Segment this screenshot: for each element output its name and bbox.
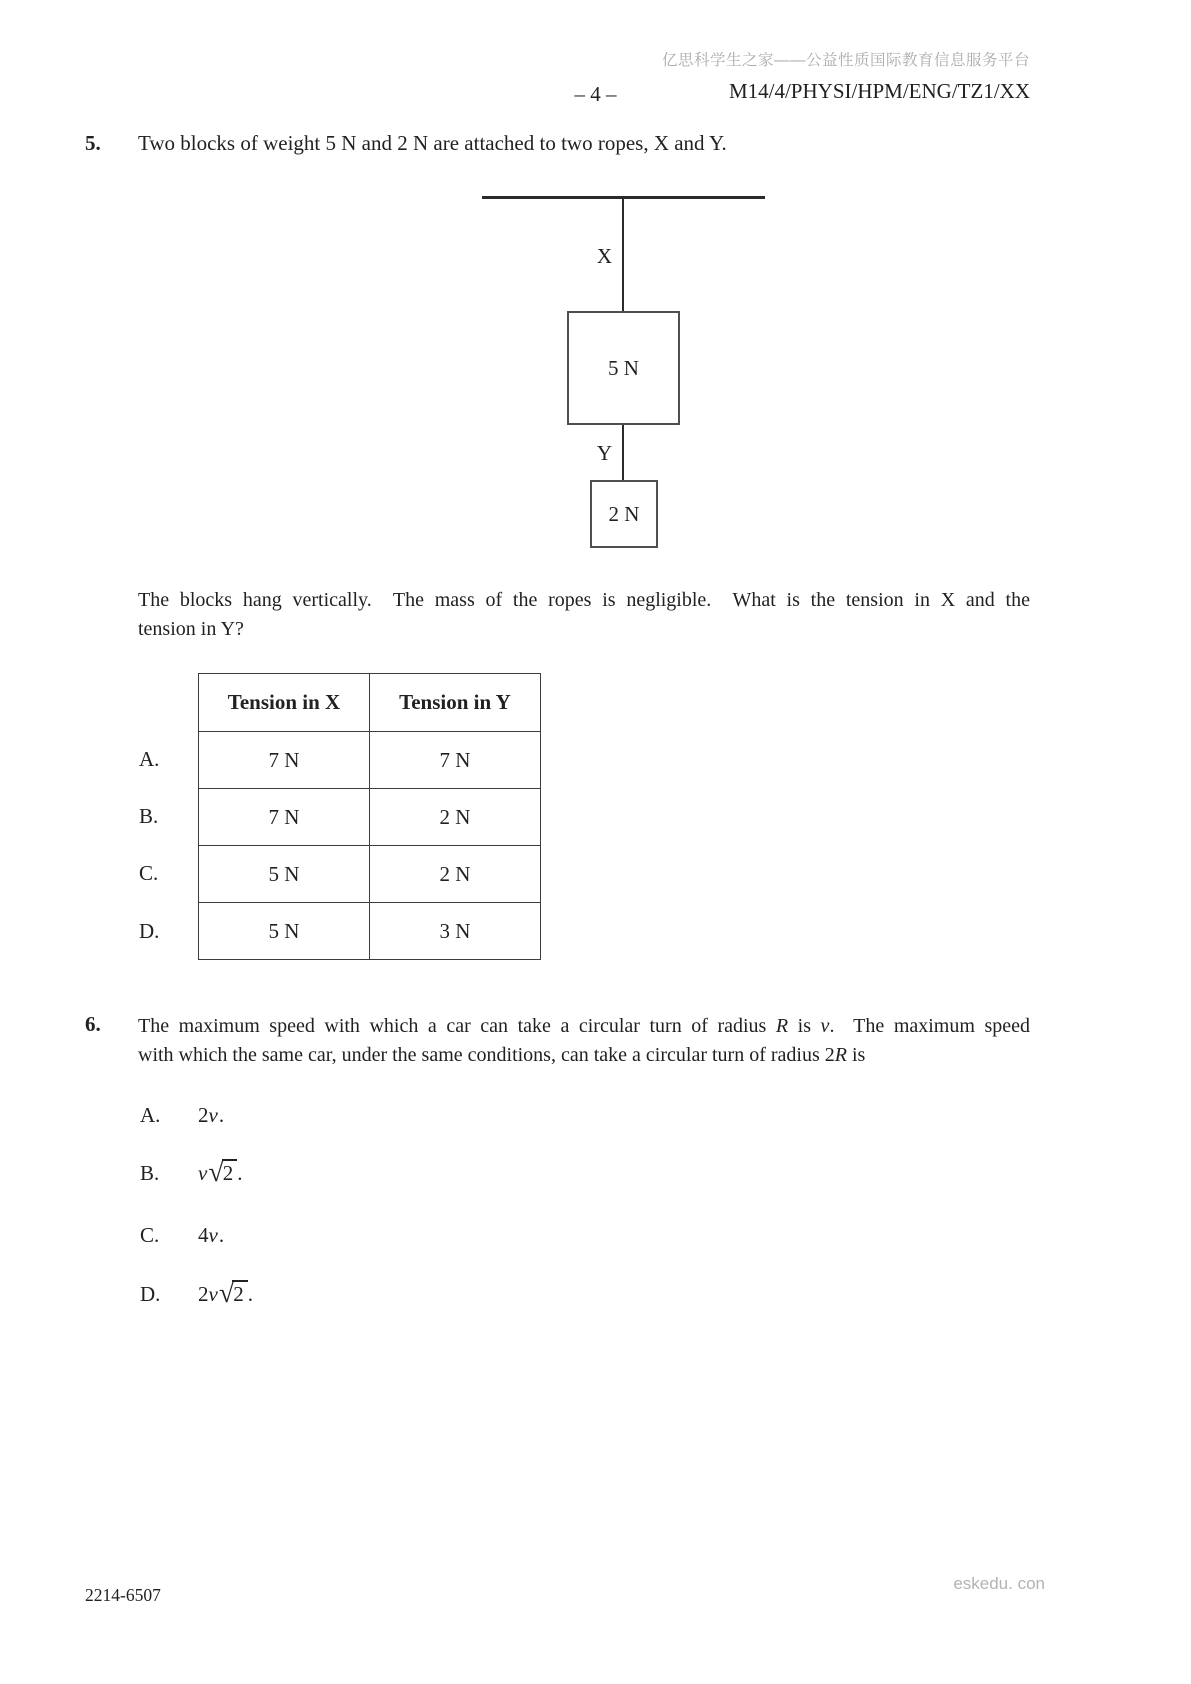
radical-sign: √	[208, 1157, 223, 1188]
weight-block-5n: 5 N	[567, 311, 680, 425]
q6-l2-text1: with which the same car, under the same conditions, can take a circular turn of radius 2	[138, 1044, 835, 1066]
option-letter-b: B.	[139, 804, 159, 828]
question6-body	[138, 1012, 1030, 1070]
cell-b-tension-x: 7 N	[198, 788, 369, 845]
exam-code: M14/4/PHYSI/HPM/ENG/TZ1/XX	[728, 79, 1030, 103]
q6-option-a	[140, 1102, 224, 1128]
radicand: 2	[232, 1280, 248, 1306]
q6-option-d	[140, 1278, 253, 1309]
cell-b-tension-y: 2 N	[369, 788, 541, 845]
column-header-tension-x: Tension in X	[198, 673, 369, 731]
variable-v: v	[208, 1282, 218, 1306]
weight-block-2n: 2 N	[590, 480, 658, 548]
q6-l1-text1: The maximum speed with which a car can take a circular turn of radius	[138, 1015, 776, 1037]
rope-y-label: Y	[596, 441, 612, 465]
rope-x-line	[622, 199, 624, 311]
header-site-watermark: 亿思科学生之家——公益性质国际教育信息服务平台	[661, 52, 1030, 69]
question6-body-line1	[138, 1012, 1030, 1041]
variable-v: v	[208, 1103, 218, 1127]
rope-y-line	[622, 425, 624, 480]
page-number: – 4 –	[574, 82, 617, 106]
option-letter-c: C.	[139, 861, 159, 885]
q6-option-b-formula	[198, 1157, 243, 1188]
rope-x-label: X	[596, 244, 612, 268]
q6-option-d-formula	[198, 1278, 253, 1309]
question5-body-line1: The blocks hang vertically. The mass of the ropes is negligible. What is the tension in X and the	[138, 589, 1030, 611]
q6-l1-var-r: R	[775, 1015, 789, 1037]
cell-d-tension-x: 5 N	[198, 902, 369, 960]
suffix-period: .	[218, 1223, 225, 1247]
question5-body-line2: tension in Y?	[138, 618, 244, 640]
question6-number: 6.	[85, 1012, 101, 1036]
q6-l1-text2: is	[788, 1015, 821, 1037]
suffix-period: .	[237, 1161, 243, 1185]
option-letter-a: A.	[139, 747, 160, 771]
coefficient: 4	[198, 1223, 209, 1247]
q6-option-c	[140, 1222, 224, 1248]
cell-d-tension-y: 3 N	[369, 902, 541, 960]
column-header-tension-y: Tension in Y	[369, 673, 541, 731]
radical-sign: √	[218, 1278, 234, 1309]
variable-v: v	[198, 1161, 208, 1185]
option-letter-d: D.	[139, 918, 160, 943]
cell-c-tension-y: 2 N	[369, 845, 541, 902]
table-corner-spacer	[138, 673, 198, 731]
question5-prompt: Two blocks of weight 5 N and 2 N are attached to two ropes, X and Y.	[138, 131, 727, 155]
q6-l1-text3: . The maximum speed	[829, 1015, 1031, 1037]
cell-a-tension-y: 7 N	[369, 731, 541, 788]
question5-body	[138, 586, 1030, 644]
q6-option-c-formula	[198, 1222, 224, 1248]
radicand: 2	[222, 1159, 238, 1185]
question6-body-line2	[138, 1041, 1030, 1070]
q6-l1-var-v: v	[820, 1015, 830, 1037]
q6-l2-var-r: R	[834, 1044, 847, 1066]
question5-answer-table	[138, 673, 541, 960]
q6-l2-text2: is	[846, 1044, 866, 1066]
q6-option-b	[140, 1157, 243, 1188]
coefficient: 2	[198, 1282, 209, 1306]
suffix-period: .	[247, 1282, 253, 1306]
q6-option-b-letter: B.	[140, 1161, 160, 1185]
q6-option-a-letter: A.	[140, 1103, 161, 1127]
cell-c-tension-x: 5 N	[198, 845, 369, 902]
q6-option-d-letter: D.	[140, 1282, 161, 1306]
footer-site-watermark: eskedu. con	[953, 1574, 1045, 1593]
variable-v: v	[208, 1223, 218, 1247]
q6-option-a-formula	[198, 1102, 224, 1128]
suffix-period: .	[218, 1103, 225, 1127]
q6-option-c-letter: C.	[140, 1223, 160, 1247]
cell-a-tension-x: 7 N	[198, 731, 369, 788]
footer-doc-code: 2214-6507	[85, 1585, 161, 1605]
question5-number: 5.	[85, 131, 101, 155]
coefficient: 2	[198, 1103, 209, 1127]
